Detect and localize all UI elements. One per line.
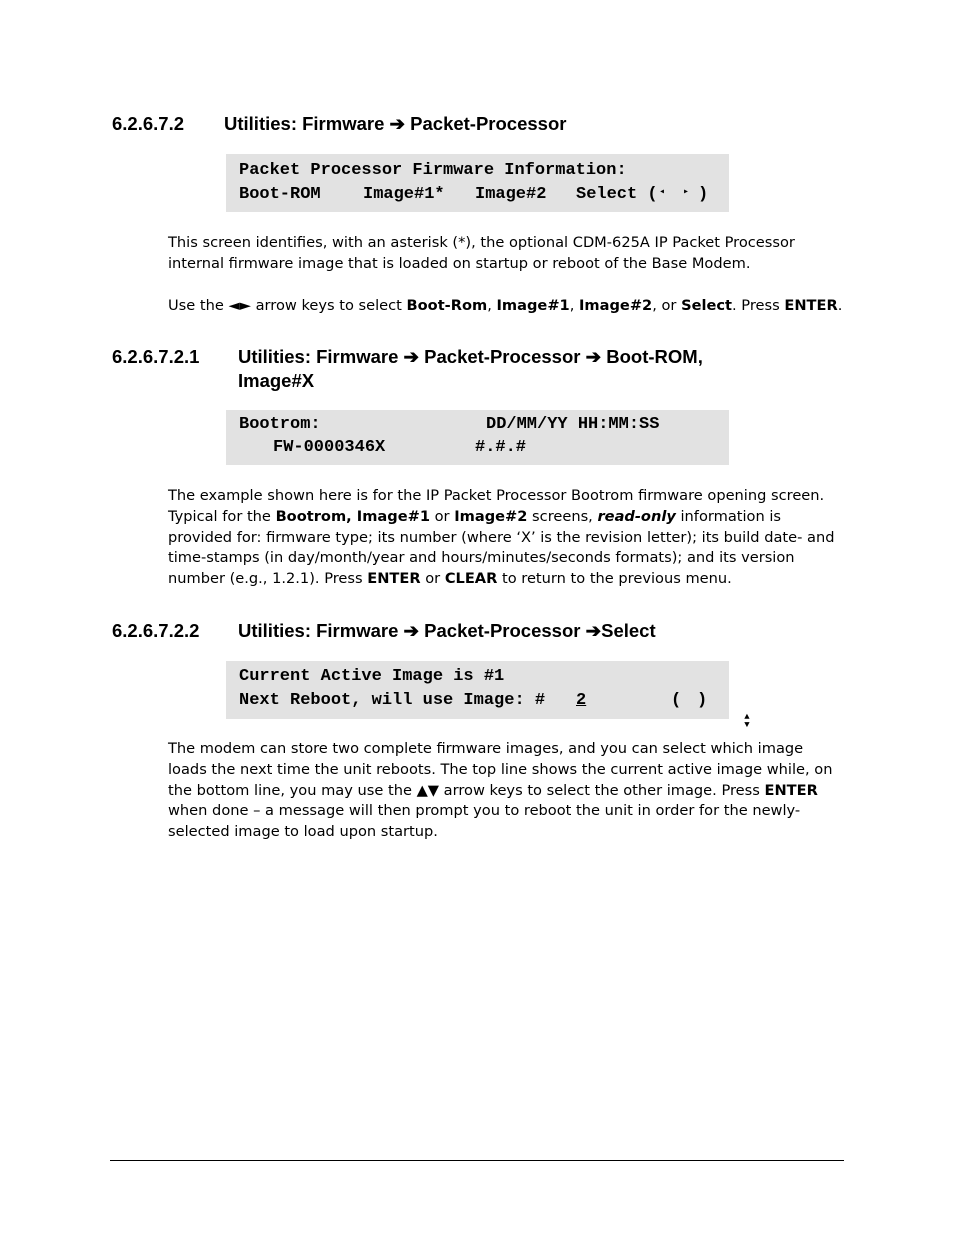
build-datetime: DD/MM/YY HH:MM:SS (486, 415, 660, 434)
menu-option-image2: Image#2 (475, 185, 547, 204)
lcd-screen-packet-processor-info (226, 154, 729, 212)
open-paren: ( (671, 691, 682, 710)
menu-option-boot-rom: Boot-ROM (239, 185, 321, 204)
lcd-line-1 (239, 413, 719, 437)
firmware-number: FW-0000346X (273, 438, 386, 457)
next-image-value: 2 (576, 691, 587, 710)
section-title-line-1: Utilities: Firmware ➔ Packet-Processor ➔ Boot-ROM, (238, 346, 703, 367)
firmware-version: #.#.# (475, 438, 527, 457)
paragraph-bootrom-info: The example shown here is for the IP Packet Processor Bootrom firmware opening screen. Typical for the Bootrom, Image#1 or Image#2 screens, read-only information is provided for: firmware type; its number (where ‘X’ is the revision letter); its build date- and time-stamps (in day/month/year and hours/minutes/seconds formats); and its version number (e.g., 1.2.1). Press ENTER or CLEAR to return to the previous menu. (168, 487, 835, 588)
section-title: Utilities: Firmware ➔ Packet-Processor (224, 113, 567, 134)
lcd-line-1: Packet Processor Firmware Information: (239, 161, 627, 180)
menu-option-image1: Image#1* (363, 185, 445, 204)
section-number: 6.2.6.7.2.1 (112, 346, 200, 367)
paragraph-select-info: The modem can store two complete firmware images, and you can select which image loads the next time the unit reboots. The top line shows the current active image while, on the bottom line, you may use the ▲▼ arrow keys to select the other image. Press ENTER when done – a message will then prompt you to reboot the unit in order for the newly-selected image to load upon startup. (168, 740, 833, 841)
lcd-line-2 (239, 183, 719, 207)
footer-divider (110, 1160, 844, 1161)
lcd-line-2 (239, 436, 719, 460)
next-reboot-label: Next Reboot, will use Image: # (239, 691, 546, 710)
section-number: 6.2.6.7.2.2 (112, 620, 200, 641)
right-arrow-icon: ▸ (683, 187, 690, 198)
section-title: Utilities: Firmware ➔ Packet-Processor ➔Select (238, 620, 656, 641)
lcd-screen-select (226, 661, 750, 730)
paragraph-usage: Use the ◄► arrow keys to select Boot-Rom, Image#1, Image#2, or Select. Press ENTER. (168, 297, 843, 314)
lcd-line-1: Current Active Image is #1 (239, 667, 505, 686)
lcd-line-2 (239, 689, 750, 730)
close-paren: ) (697, 691, 708, 710)
paragraph-description: This screen identifies, with an asterisk (*), the optional CDM-625A IP Packet Processor internal firmware image that is loaded on startup or reboot of the Base Modem. (168, 234, 795, 272)
section-title-line-2: Image#X (238, 370, 315, 391)
left-arrow-icon: ◂ (659, 187, 666, 198)
close-paren: ) (698, 185, 709, 204)
bootrom-label: Bootrom: (239, 415, 321, 434)
section-number: 6.2.6.7.2 (112, 113, 185, 134)
lcd-screen-bootrom (226, 410, 729, 465)
up-down-arrow-icon: ▲ ▼ (744, 712, 750, 730)
menu-option-select: Select ( (576, 185, 658, 204)
